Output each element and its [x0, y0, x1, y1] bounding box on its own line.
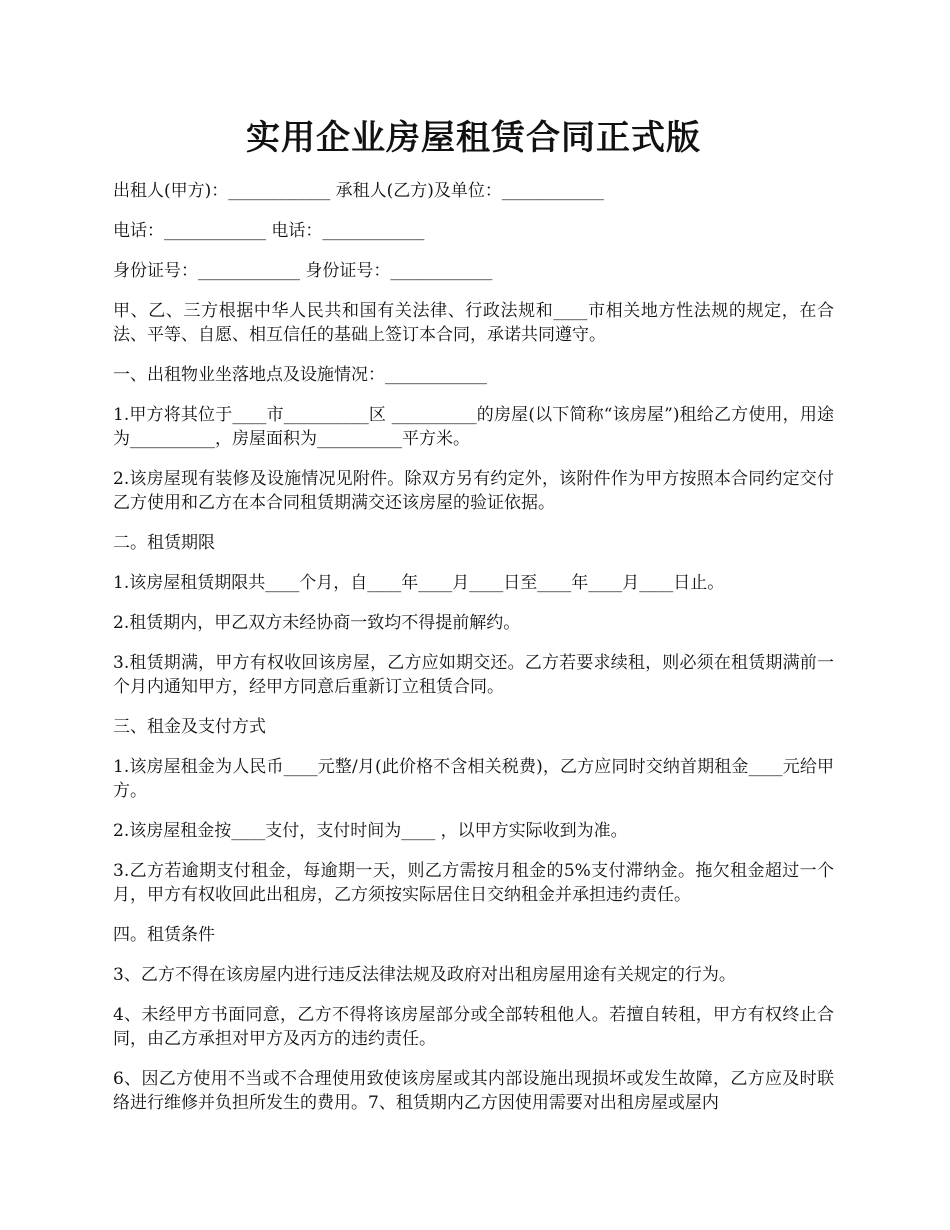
- section-4-clause-4: 4、未经甲方书面同意，乙方不得将该房屋部分或全部转租他人。若擅自转租，甲方有权终止合同，由乙方承担对甲方及丙方的违约责任。: [113, 1005, 834, 1049]
- document-body: [113, 179, 834, 1115]
- phone-line: 电话：____________ 电话：____________: [113, 221, 425, 241]
- party-names-line: 出租人(甲方)：____________ 承租人(乙方)及单位：____________: [113, 181, 604, 201]
- preamble-paragraph: 甲、乙、三方根据中华人民共和国有关法律、行政法规和____市相关地方性法规的规定，在合法、平等、自愿、相互信任的基础上签订本合同，承诺共同遵守。: [113, 301, 834, 345]
- section-4-heading: 四。租赁条件: [113, 925, 215, 945]
- document-title: 实用企业房屋租赁合同正式版: [246, 118, 701, 158]
- section-1-clause-2: 2.该房屋现有装修及设施情况见附件。除双方另有约定外，该附件作为甲方按照本合同约定交付乙方使用和乙方在本合同租赁期满交还该房屋的验证依据。: [113, 469, 834, 513]
- section-3-clause-3: 3.乙方若逾期支付租金，每逾期一天，则乙方需按月租金的5%支付滞纳金。拖欠租金超过一个月，甲方有权收回此出租房，乙方须按实际居住日交纳租金并承担违约责任。: [113, 861, 834, 905]
- section-2-clause-1: 1.该房屋租赁期限共____个月，自____年____月____日至____年____月____日止。: [113, 573, 725, 593]
- section-2-clause-2: 2.租赁期内，甲乙双方未经协商一致均不得提前解约。: [113, 613, 521, 633]
- section-4-clause-3: 3、乙方不得在该房屋内进行违反法律法规及政府对出租房屋用途有关规定的行为。: [113, 965, 736, 985]
- section-2-heading: 二。租赁期限: [113, 533, 215, 553]
- section-4-clause-6: 6、因乙方使用不当或不合理使用致使该房屋或其内部设施出现损坏或发生故障，乙方应及时联络进行维修并负担所发生的费用。7、租赁期内乙方因使用需要对出租房屋或屋内: [113, 1069, 834, 1113]
- section-3-heading: 三、租金及支付方式: [113, 717, 266, 737]
- section-3-clause-1: 1.该房屋租金为人民币____元整/月(此价格不含相关税费)，乙方应同时交纳首期租金____元给甲方。: [113, 757, 834, 801]
- section-1-clause-1: 1.甲方将其位于____市__________区 __________的房屋(以下简称“该房屋”)租给乙方使用，用途为__________，房屋面积为__________平方米。: [113, 405, 834, 449]
- section-3-clause-2: 2.该房屋租金按____支付，支付时间为____ ，以甲方实际收到为准。: [113, 821, 628, 841]
- section-2-clause-3: 3.租赁期满，甲方有权收回该房屋，乙方应如期交还。乙方若要求续租，则必须在租赁期满前一个月内通知甲方，经甲方同意后重新订立租赁合同。: [113, 653, 834, 697]
- id-number-line: 身份证号：____________ 身份证号：____________: [113, 261, 493, 281]
- section-1-heading: 一、出租物业坐落地点及设施情况：____________: [113, 365, 487, 385]
